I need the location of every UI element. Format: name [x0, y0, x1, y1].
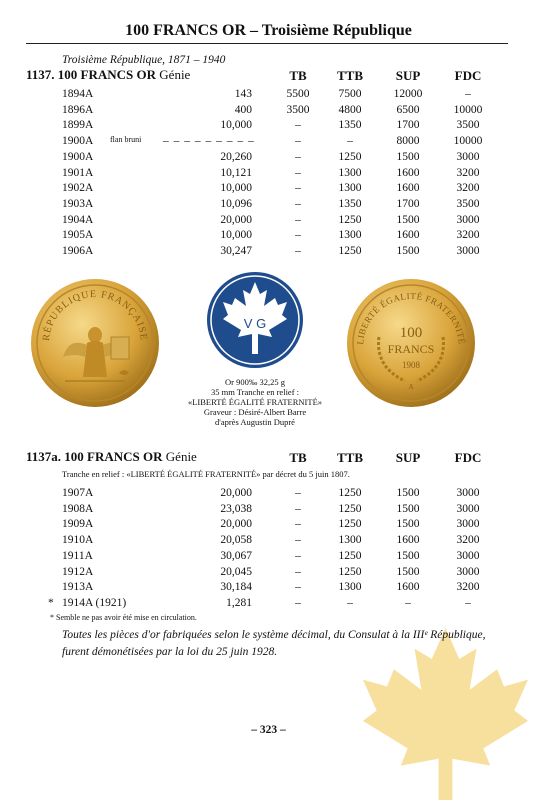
section-number: 1137.: [26, 67, 55, 82]
cell-sup: 1700: [396, 197, 420, 210]
cell-tb: 3500: [286, 103, 310, 116]
coin-obverse: [29, 277, 161, 409]
cell-sup: 6500: [396, 103, 420, 116]
coin-specifications: [150, 377, 360, 427]
col-header-tb: TB: [289, 68, 307, 83]
cell-sup: 1600: [396, 581, 420, 594]
page-number: – 323 –: [251, 724, 286, 736]
table-row: [0, 245, 537, 260]
section-denomination: 100 FRANCS OR: [57, 67, 157, 82]
spec-engraver: Graveur : Désiré-Albert Barre: [203, 407, 307, 417]
table-row: [0, 518, 537, 533]
cell-year: 1910A: [62, 534, 94, 547]
table-row: [0, 503, 537, 518]
title-rule: [26, 43, 508, 44]
coin-reverse-image-icon: [345, 277, 477, 409]
cell-fdc: 10000: [453, 135, 483, 148]
section-type: Génie: [165, 449, 197, 464]
cell-ttb: –: [347, 135, 353, 148]
cell-fdc: 3500: [456, 197, 480, 210]
cell-fdc: 3200: [456, 229, 480, 242]
cell-ttb: 1250: [338, 245, 362, 257]
cell-sup: 12000: [393, 88, 423, 100]
cell-year: 1901A: [62, 166, 94, 179]
cell-sup: 1600: [396, 229, 420, 242]
cell-mintage: 10,000: [220, 119, 252, 132]
cell-sup: 1600: [396, 534, 420, 547]
cell-year: 1912A: [62, 565, 94, 578]
cell-fdc: 3500: [456, 119, 480, 132]
cell-mintage: 1,281: [226, 596, 252, 609]
cell-ttb: –: [347, 596, 353, 609]
cell-year: 1908A: [62, 502, 94, 515]
section-denomination: 100 FRANCS OR: [64, 449, 163, 464]
cell-tb: –: [295, 549, 301, 562]
cell-tb: –: [295, 581, 301, 594]
cell-tb: –: [295, 534, 301, 547]
cell-year: 1905A: [62, 229, 94, 242]
cell-fdc: 3200: [456, 581, 480, 594]
cell-tb: –: [295, 596, 301, 609]
genie-coin-image-icon: [29, 277, 161, 409]
vg-logo: [205, 270, 305, 370]
cell-mintage: 30,067: [220, 549, 252, 562]
cell-tb: –: [295, 119, 301, 132]
cell-mintage: 23,038: [220, 502, 252, 515]
cell-mintage: – – – – – – – – –: [163, 135, 255, 148]
svg-text:RÉPUBLIQUE FRANÇAISE: RÉPUBLIQUE FRANÇAISE: [40, 288, 150, 342]
cell-fdc: 3000: [456, 549, 480, 562]
table-row: [0, 214, 537, 229]
period-subtitle: Troisième République, 1871 – 1940: [62, 54, 226, 66]
cell-year: 1913A: [62, 581, 94, 594]
cell-fdc: 3200: [456, 166, 480, 179]
table-row: [0, 229, 537, 244]
table-row: [0, 581, 537, 596]
cell-tb: –: [295, 487, 301, 499]
cell-ttb: 1300: [338, 534, 362, 547]
section-1137a-header: [26, 449, 197, 465]
cell-tb: –: [295, 502, 301, 515]
cell-year: 1907A: [62, 487, 94, 499]
cell-tb: –: [295, 150, 301, 163]
cell-fdc: –: [465, 88, 471, 100]
cell-tb: –: [295, 135, 301, 148]
cell-mintage: 20,260: [220, 150, 252, 163]
cell-tb: –: [295, 213, 301, 226]
col-header-fdc: FDC: [454, 450, 482, 465]
vg-maple-leaf-logo-icon: [205, 270, 305, 370]
cell-sup: 1700: [396, 119, 420, 132]
cell-ttb: 7500: [338, 88, 362, 100]
col-header-tb: TB: [289, 450, 307, 465]
cell-ttb: 1250: [338, 213, 362, 226]
cell-sup: 1600: [396, 182, 420, 195]
table-row: [0, 597, 537, 612]
cell-ttb: 1250: [338, 565, 362, 578]
cell-ttb: 1250: [338, 518, 362, 531]
cell-ttb: 1300: [338, 581, 362, 594]
cell-fdc: 3000: [456, 150, 480, 163]
cell-sup: 1500: [396, 245, 420, 257]
edge-note: Tranche en relief : «LIBERTÉ ÉGALITÉ FRATERNITÉ» par décret du 5 juin 1807.: [62, 469, 350, 479]
spec-metal: Or 900‰ 32,25 g: [225, 377, 285, 387]
cell-mintage: 400: [234, 103, 252, 116]
cell-mintage: 20,045: [220, 565, 252, 578]
cell-mintage: 30,247: [220, 245, 252, 257]
table-row: [0, 119, 537, 134]
table-row: [0, 88, 537, 103]
cell-fdc: 10000: [453, 103, 483, 116]
cell-ttb: 1250: [338, 487, 362, 499]
table-row: [0, 182, 537, 197]
cell-year: 1899A: [62, 119, 94, 132]
cell-sup: 1500: [396, 502, 420, 515]
table-row: [0, 151, 537, 166]
svg-text:100: 100: [399, 325, 423, 341]
cell-year: 1911A: [62, 549, 93, 562]
cell-mintage: 10,000: [220, 182, 252, 195]
section-number: 1137a.: [26, 449, 62, 464]
cell-mintage: 143: [234, 88, 252, 100]
svg-text:1908: 1908: [402, 360, 420, 370]
cell-note: flan bruni: [110, 135, 142, 145]
table-row: [0, 534, 537, 549]
col-header-sup: SUP: [395, 450, 421, 465]
cell-ttb: 1300: [338, 166, 362, 179]
cell-year: 1903A: [62, 197, 94, 210]
section-type: Génie: [159, 67, 191, 82]
cell-star: *: [48, 596, 54, 609]
cell-fdc: 3000: [456, 502, 480, 515]
cell-fdc: –: [465, 596, 471, 609]
cell-year: 1900A: [62, 135, 94, 148]
cell-mintage: 30,184: [220, 581, 252, 594]
cell-sup: 1500: [396, 213, 420, 226]
cell-year: 1904A: [62, 213, 94, 226]
col-header-sup: SUP: [395, 68, 421, 83]
cell-ttb: 4800: [338, 103, 362, 116]
cell-tb: –: [295, 565, 301, 578]
cell-sup: 1500: [396, 487, 420, 499]
svg-text:LIBERTÉ ÉGALITÉ FRATERNITÉ: LIBERTÉ ÉGALITÉ FRATERNITÉ: [355, 290, 467, 346]
cell-ttb: 1250: [338, 549, 362, 562]
cell-year: 1902A: [62, 182, 94, 195]
cell-year: 1896A: [62, 103, 94, 116]
cell-fdc: 3000: [456, 518, 480, 531]
svg-text:FRANCS: FRANCS: [387, 342, 435, 356]
cell-tb: –: [295, 245, 301, 257]
col-header-ttb: TTB: [336, 68, 363, 83]
cell-ttb: 1250: [338, 502, 362, 515]
cell-fdc: 3200: [456, 534, 480, 547]
table-row: [0, 198, 537, 213]
footnote: * Semble ne pas avoir été mise en circulation.: [50, 613, 197, 622]
cell-ttb: 1350: [338, 119, 362, 132]
col-header-fdc: FDC: [454, 68, 482, 83]
cell-fdc: 3000: [456, 213, 480, 226]
table-row: [0, 167, 537, 182]
cell-ttb: 1250: [338, 150, 362, 163]
cell-tb: –: [295, 518, 301, 531]
cell-year: 1894A: [62, 88, 94, 100]
cell-tb: –: [295, 182, 301, 195]
closing-paragraph: Toutes les pièces d'or fabriquées selon le système décimal, du Consulat à la IIIᵉ République, furent démonétisées par la loi du 25 juin 1928.: [62, 629, 486, 658]
cell-mintage: 20,058: [220, 534, 252, 547]
cell-sup: 1500: [396, 518, 420, 531]
page-title: 100 FRANCS OR – Troisième République: [125, 22, 412, 39]
cell-sup: –: [405, 596, 411, 609]
spec-edge-legend: «LIBERTÉ ÉGALITÉ FRATERNITÉ»: [187, 397, 323, 407]
cell-fdc: 3000: [456, 565, 480, 578]
cell-year: 1900A: [62, 150, 94, 163]
cell-year: 1909A: [62, 518, 94, 531]
cell-sup: 8000: [396, 135, 420, 148]
table-row: [0, 104, 537, 119]
coin-reverse: [345, 277, 477, 409]
table-row: [0, 566, 537, 581]
cell-sup: 1600: [396, 166, 420, 179]
cell-year: 1906A: [62, 245, 94, 257]
col-header-ttb: TTB: [336, 450, 363, 465]
cell-tb: –: [295, 229, 301, 242]
table-row: [0, 135, 537, 150]
table-row: [0, 487, 537, 502]
table-row: [0, 550, 537, 565]
spec-size-edge: 35 mm Tranche en relief :: [210, 387, 300, 397]
svg-text:A: A: [408, 383, 414, 391]
cell-ttb: 1300: [338, 182, 362, 195]
cell-mintage: 20,000: [220, 518, 252, 531]
spec-after: d'après Augustin Dupré: [215, 417, 295, 427]
cell-mintage: 10,000: [220, 229, 252, 242]
cell-ttb: 1350: [338, 197, 362, 210]
cell-sup: 1500: [396, 549, 420, 562]
cell-tb: –: [295, 166, 301, 179]
cell-tb: –: [295, 197, 301, 210]
section-1137-header: [26, 67, 190, 83]
cell-mintage: 20,000: [220, 487, 252, 499]
svg-text:V G: V G: [243, 316, 267, 331]
cell-mintage: 20,000: [220, 213, 252, 226]
cell-mintage: 10,096: [220, 197, 252, 210]
cell-fdc: 3000: [456, 245, 480, 257]
cell-mintage: 10,121: [220, 166, 252, 179]
cell-fdc: 3000: [456, 487, 480, 499]
cell-ttb: 1300: [338, 229, 362, 242]
cell-fdc: 3200: [456, 182, 480, 195]
cell-sup: 1500: [396, 565, 420, 578]
cell-sup: 1500: [396, 150, 420, 163]
cell-year: 1914A (1921): [62, 596, 127, 609]
cell-tb: 5500: [286, 88, 310, 100]
